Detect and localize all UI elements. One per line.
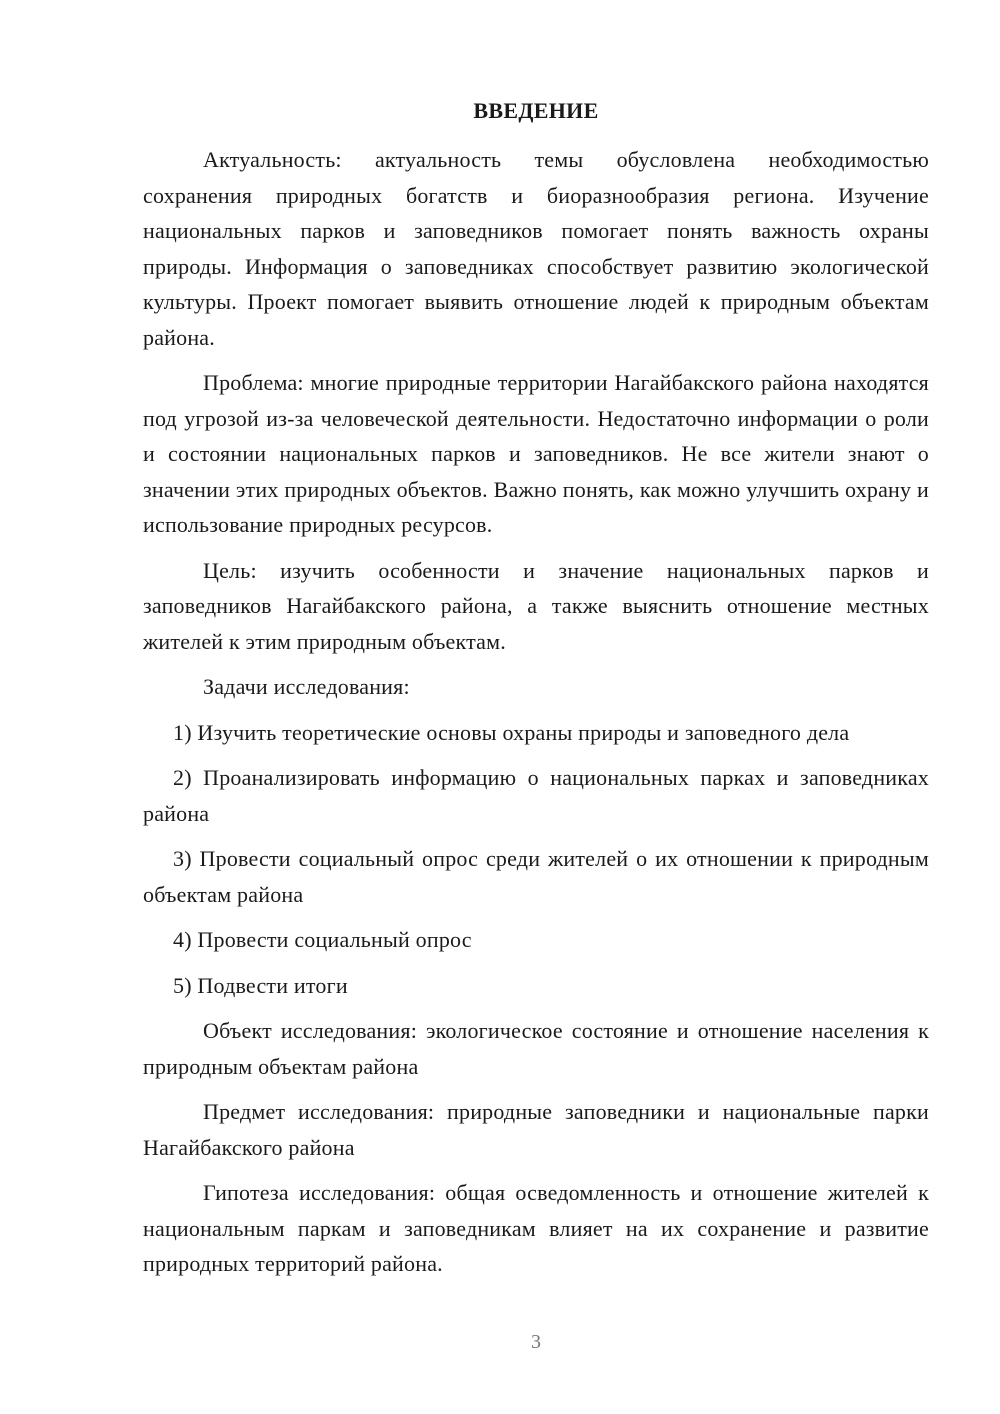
paragraph-relevance: Актуальность: актуальность темы обусловлена необходимостью сохранения природных богатств и биоразнообразия региона. Изучение национальных парков и заповедников помогает понять важность охраны природы. Информация о заповедниках способствует развитию экологической культуры. Проект помогает выявить отношение людей к природным объектам района. [143, 147, 929, 350]
page-number: 3 [531, 1331, 541, 1353]
paragraph-tasks-title: Задачи исследования: [203, 674, 410, 699]
section-heading: ВВЕДЕНИЕ [473, 98, 599, 123]
document-body [143, 142, 929, 1292]
task-item-5: 5) Подвести итоги [173, 972, 348, 998]
paragraph-problem: Проблема: многие природные территории Нагайбакского района находятся под угрозой из-за человеческой деятельности. Недостаточно информации о роли и состоянии национальных парков и заповедников. Не все жители знают о значении этих природных объектов. Важно понять, как можно улучшить охрану и использование природных ресурсов. [143, 370, 929, 537]
task-item-1: 1) Изучить теоретические основы охраны природы и заповедного дела [173, 719, 850, 745]
task-item-4: 4) Провести социальный опрос [173, 927, 472, 952]
task-item-3: 3) Провести социальный опрос среди жителей о их отношении к природным объектам района [143, 846, 929, 907]
paragraph-goal: Цель: изучить особенности и значение национальных парков и заповедников Нагайбакского района, а также выяснить отношение местных жителей к этим природным объектам. [143, 557, 929, 654]
task-item-2: 2) Проанализировать информацию о национальных парках и заповедниках района [143, 765, 929, 826]
paragraph-hypothesis: Гипотеза исследования: общая осведомленность и отношение жителей к национальным паркам и заповедникам влияет на их сохранение и развитие природных территорий района. [143, 1180, 929, 1276]
paragraph-subject: Предмет исследования: природные заповедники и национальные парки Нагайбакского района [143, 1099, 929, 1160]
paragraph-object: Объект исследования: экологическое состояние и отношение населения к природным объектам района [143, 1018, 929, 1079]
